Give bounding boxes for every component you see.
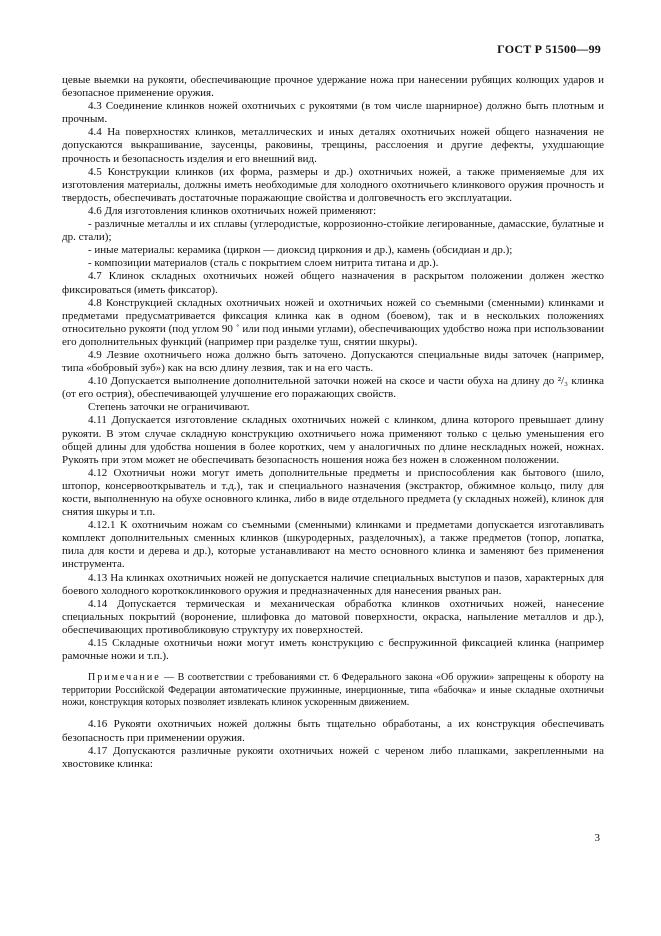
paragraph: 4.16 Рукояти охотничьих ножей должны быть тщательно обработаны, а их конструкция обеспечивать безопасность при применении оружия. — [62, 718, 604, 744]
paragraph: 4.8 Конструкцией складных охотничьих ножей и охотничьих ножей со съемными (сменными) клинками и предметами предусматривается фиксация клинка как в одном (боевом), так и в нескольких положениях относительно рукояти (под углом 90 ˚ или под иными углами), обеспечивающих удобство ножа при использовании его дополнительных функций (например при разделке туш, снятии шкуры). — [62, 296, 604, 348]
note-label: Примечание — [88, 672, 161, 684]
paragraph: 4.10 Допускается выполнение дополнительной заточки ножей на скосе и части обуха на длину до ²/₃ клинка (от его острия), обеспечивающей улучшение его поражающих свойств. — [62, 375, 604, 401]
paragraphs-before-note — [62, 74, 604, 663]
paragraph: - композиции материалов (сталь с покрытием слоем нитрита титана и др.). — [88, 257, 439, 270]
paragraph: 4.17 Допускаются различные рукояти охотничьих ножей с череном либо плашками, закрепленными на хвостовике клинка: — [62, 744, 604, 770]
paragraph: - иные материалы: керамика (циркон — диоксид циркония и др.), камень (обсидиан и др.); — [88, 244, 513, 257]
paragraphs-after-note — [62, 718, 604, 770]
paragraph: 4.15 Складные охотничьи ножи могут иметь конструкцию с беспружинной фиксацией клинка (например рамочные ножи и т.п.). — [62, 637, 604, 663]
paragraph: 4.3 Соединение клинков ножей охотничьих с рукоятями (в том числе шарнирное) должно быть плотным и прочным. — [62, 100, 604, 126]
paragraph: 4.14 Допускается термическая и механическая обработка клинков охотничьих ножей, нанесение специальных покрытий (воронение, шлифовка до матовой поверхности, окраска, напыление металлов и др.), обеспечивающих противобликовую структуру их поверхностей. — [62, 597, 604, 636]
page-number: 3 — [594, 832, 600, 844]
note-text: — В соответствии с требованиями ст. 6 Федерального закона «Об оружии» запрещены к обороту на территории Российской Федерации автоматические пружинные, инерционные, типа «бабочка» и иные складные охотничьи ножи, конструкция которых позволяет извлекать клинок ускоренным движением. — [62, 672, 604, 709]
paragraph: цевые выемки на рукояти, обеспечивающие прочное удержание ножа при нанесении рубящих колющих ударов и безопасное применение оружия. — [62, 74, 604, 100]
note — [62, 672, 604, 709]
paragraph: Степень заточки не ограничивают. — [88, 401, 250, 414]
page-header: ГОСТ Р 51500—99 — [497, 42, 601, 56]
document-body — [62, 74, 604, 771]
paragraph: 4.4 На поверхностях клинков, металлических и иных деталях охотничьих ножей общего назначения не допускаются выкрашивание, заусенцы, раковины, трещины, расслоения и другие дефекты, ухудшающие прочность и безопасность изделия и его внешний вид. — [62, 126, 604, 165]
paragraph: 4.6 Для изготовления клинков охотничьих ножей применяют: — [88, 204, 377, 217]
paragraph: 4.12 Охотничьи ножи могут иметь дополнительные предметы и приспособления как бытового (шило, штопор, консервооткрыватель и т.д.), так и специального назначения (экстрактор, обжимное кольцо, пилу для кости, выполненную на обухе основного клинка, либо в виде отдельного предмета (у складных ножей), клинок для снятия шкуры и т.п. — [62, 466, 604, 519]
paragraph: - различные металлы и их сплавы (углеродистые, коррозионно-стойкие легированные, дамасские, булатные и др. стали); — [62, 218, 604, 244]
paragraph: 4.13 На клинках охотничьих ножей не допускается наличие специальных выступов и пазов, характерных для боевого холодного короткоклинкового оружия и предназначенных для нанесения рваных ран. — [62, 571, 604, 597]
paragraph: 4.12.1 К охотничьим ножам со съемными (сменными) клинками и предметами допускается изготавливать комплект дополнительных сменных клинков (шкуродерных, разделочных), а также предметов (топор, лопатка, пила для кости и дерева и др.), которые устанавливают на место основного клинка и заменяют без применения инструмента. — [62, 519, 604, 571]
paragraph: 4.11 Допускается изготовление складных охотничьих ножей с клинком, длина которого превышает длину рукояти. В этом случае складную конструкцию охотничьего ножа применяют только с целью уменьшения его общей длины для удобства ношения в более коротких, чем у аналогичных по длине нескладных ножей, ножнах. Рукоять при этом может не обеспечивать безопасность ношения ножа без ножен в сложенном положении. — [62, 414, 604, 466]
paragraph: 4.5 Конструкции клинков (их форма, размеры и др.) охотничьих ножей, а также применяемые для их изготовления материалы, должны иметь необходимые для холодного охотничьего клинкового оружия прочность и твердость, обеспечивать достаточные поражающие свойства и долговечность его эксплуатации. — [62, 165, 604, 204]
paragraph: 4.7 Клинок складных охотничьих ножей общего назначения в раскрытом положении должен жестко фиксироваться (иметь фиксатор). — [62, 270, 604, 296]
paragraph: 4.9 Лезвие охотничьего ножа должно быть заточено. Допускаются специальные виды заточек (например, типа «бобровый зуб») как на всю длину лезвия, так и на его часть. — [62, 348, 604, 375]
